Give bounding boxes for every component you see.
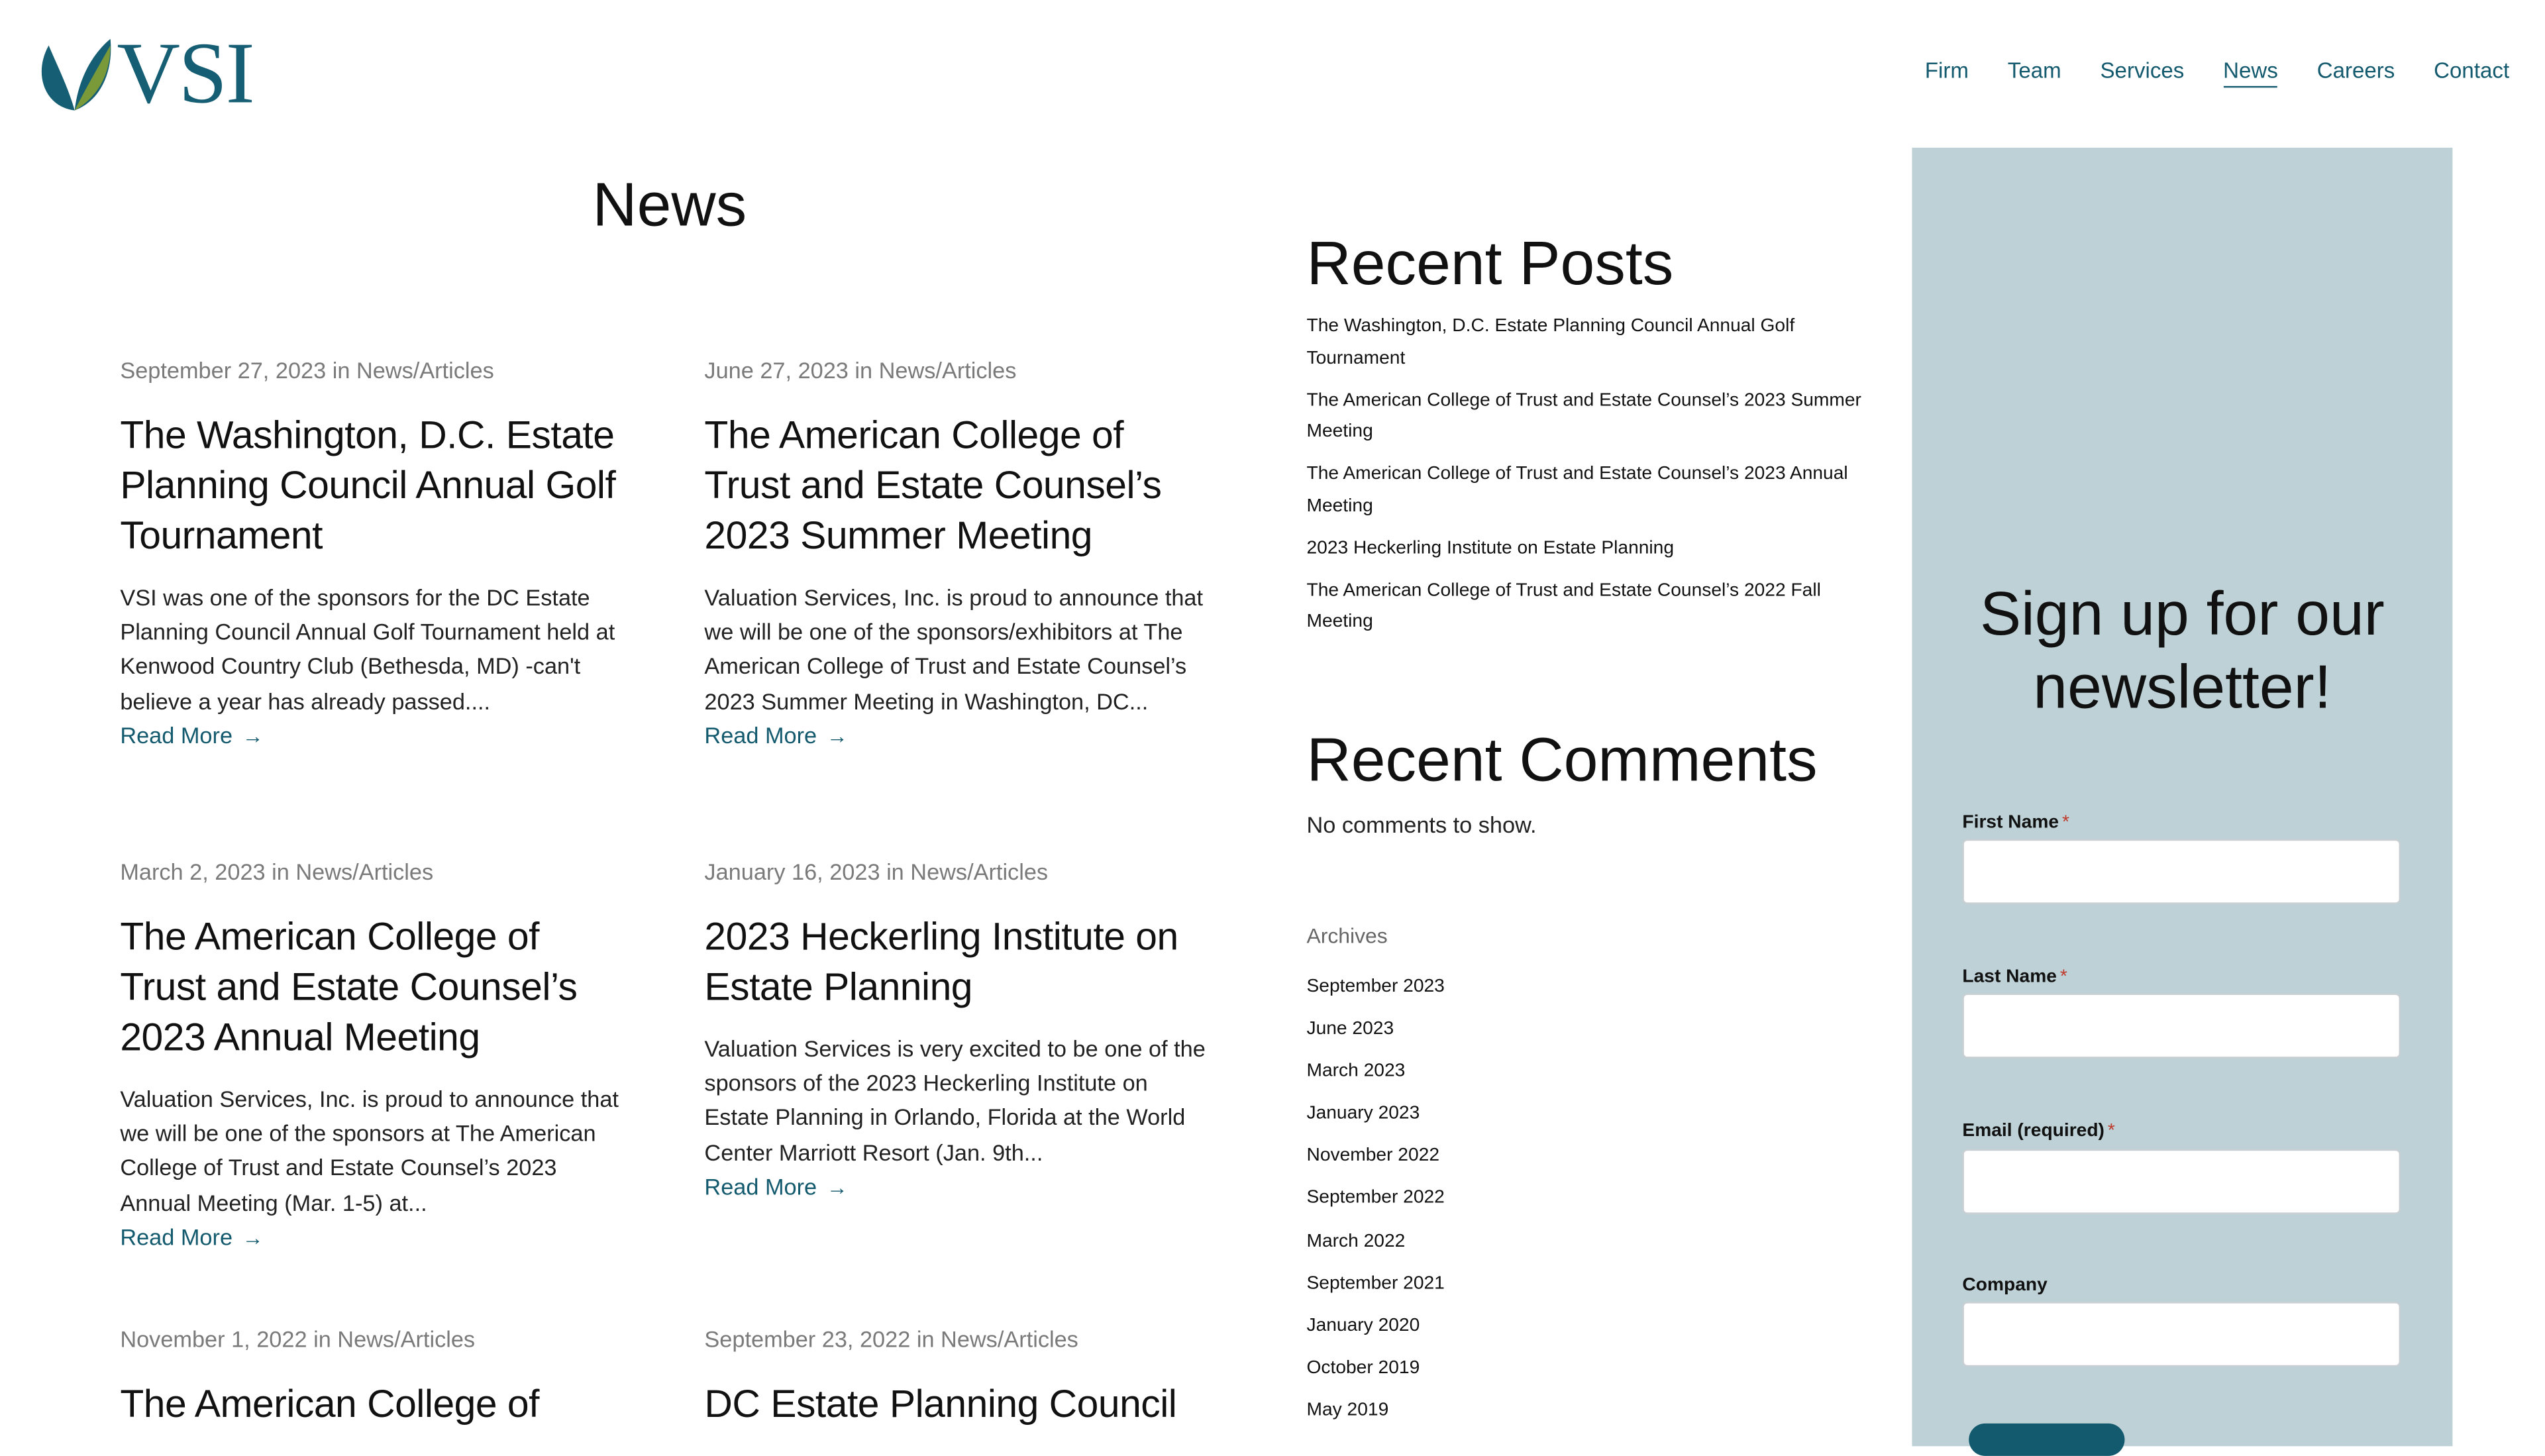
- no-comments-text: No comments to show.: [1306, 811, 1537, 838]
- email-label-text: Email (required): [1962, 1121, 2104, 1141]
- post-meta: January 16, 2023 in News/Articles: [704, 858, 1049, 885]
- news-post: [120, 857, 626, 1255]
- nav-item-firm[interactable]: Firm: [1924, 58, 1969, 83]
- archive-link[interactable]: March 2023: [1306, 1061, 1406, 1082]
- news-post: [704, 1324, 1210, 1449]
- news-post: [704, 857, 1210, 1204]
- subscribe-button[interactable]: [1969, 1424, 2124, 1456]
- recent-post-link[interactable]: The American College of Trust and Estate Counsel’s 2023 Annual Meeting: [1306, 464, 1848, 515]
- email-label: [1962, 1121, 2114, 1141]
- post-excerpt: Valuation Services, Inc. is proud to announce that we will be one of the sponsors/exhibitors at The American College of Trust and Estate Counsel’s 2023 Summer Meeting in Washington, DC...: [704, 584, 1204, 714]
- company-label: [1962, 1276, 2047, 1295]
- post-excerpt: Valuation Services, Inc. is proud to announce that we will be one of the sponsors at The American College of Trust and Estate Counsel’s 2023 Annual Meeting (Mar. 1-5) at...: [120, 1086, 619, 1216]
- archive-link[interactable]: January 2020: [1306, 1316, 1420, 1335]
- first-name-label-text: First Name: [1962, 813, 2059, 833]
- post-title[interactable]: The Washington, D.C. Estate Planning Council Annual Golf Tournament: [120, 413, 616, 558]
- post-meta: June 27, 2023 in News/Articles: [704, 357, 1017, 384]
- read-more-label: Read More: [120, 721, 233, 749]
- read-more-label: Read More: [120, 1223, 233, 1250]
- required-mark: *: [2059, 967, 2067, 987]
- post-excerpt: Valuation Services is very excited to be one of the sponsors of the 2023 Heckerling Institute on Estate Planning in Orlando, Florida at the World Center Marriott Resort (Jan. 9th...: [704, 1035, 1206, 1165]
- nav-item-contact[interactable]: Contact: [2434, 58, 2510, 83]
- required-mark: *: [2061, 813, 2069, 833]
- arrow-right-icon: →: [826, 723, 848, 749]
- recent-post-link[interactable]: 2023 Heckerling Institute on Estate Planning: [1306, 538, 1675, 558]
- last-name-label: [1962, 967, 2067, 986]
- archive-link[interactable]: June 2023: [1306, 1019, 1394, 1039]
- newsletter-title: Sign up for our newsletter!: [1980, 581, 2385, 723]
- nav-item-careers[interactable]: Careers: [2316, 58, 2395, 83]
- logo-text: VSI: [117, 24, 254, 122]
- arrow-right-icon: →: [242, 723, 264, 749]
- required-mark: *: [2107, 1121, 2115, 1141]
- post-meta: September 23, 2022 in News/Articles: [704, 1326, 1078, 1353]
- nav-item-team[interactable]: Team: [2007, 58, 2061, 83]
- read-more-link[interactable]: [120, 719, 263, 753]
- post-title[interactable]: The American College of Trust and Estate Counsel’s 2023 Annual Meeting: [120, 915, 578, 1061]
- site-logo[interactable]: [36, 24, 254, 122]
- archive-link[interactable]: January 2023: [1306, 1104, 1420, 1124]
- recent-posts-list: [1306, 311, 1866, 649]
- news-post: [704, 356, 1210, 753]
- archive-link[interactable]: November 2022: [1306, 1146, 1439, 1167]
- read-more-link[interactable]: [120, 1220, 263, 1254]
- post-title[interactable]: The American College of: [120, 1382, 540, 1427]
- archives-list: [1306, 974, 1444, 1439]
- recent-posts-heading: Recent Posts: [1306, 230, 1674, 299]
- news-post: [120, 1324, 626, 1449]
- archive-link[interactable]: September 2021: [1306, 1273, 1445, 1294]
- archives-heading: Archives: [1306, 923, 1388, 948]
- read-more-label: Read More: [704, 721, 817, 749]
- recent-post-link[interactable]: The Washington, D.C. Estate Planning Council Annual Golf Tournament: [1306, 316, 1795, 368]
- nav-item-services[interactable]: Services: [2100, 58, 2185, 83]
- arrow-right-icon: →: [242, 1225, 264, 1250]
- main-nav: [1886, 58, 2509, 87]
- read-more-link[interactable]: [704, 1170, 847, 1204]
- page-title: News: [592, 172, 747, 240]
- read-more-link[interactable]: [704, 719, 847, 753]
- recent-post-link[interactable]: The American College of Trust and Estate Counsel’s 2023 Summer Meeting: [1306, 390, 1861, 442]
- last-name-label-text: Last Name: [1962, 967, 2057, 987]
- post-meta: September 27, 2023 in News/Articles: [120, 357, 494, 384]
- post-title[interactable]: The American College of Trust and Estate Counsel’s 2023 Summer Meeting: [704, 413, 1162, 558]
- news-post: [120, 356, 626, 753]
- newsletter-panel: [1912, 148, 2452, 1446]
- post-excerpt: VSI was one of the sponsors for the DC Estate Planning Council Annual Golf Tournament held at Kenwood Country Club (Bethesda, MD) -can't believe a year has already passed....: [120, 584, 615, 714]
- archive-link[interactable]: October 2019: [1306, 1358, 1420, 1378]
- archive-link[interactable]: March 2022: [1306, 1231, 1406, 1251]
- arrow-right-icon: →: [826, 1174, 848, 1200]
- archive-link[interactable]: May 2019: [1306, 1400, 1389, 1420]
- nav-item-news[interactable]: News: [2223, 58, 2278, 87]
- post-meta: March 2, 2023 in News/Articles: [120, 858, 434, 885]
- post-meta: November 1, 2022 in News/Articles: [120, 1326, 476, 1353]
- archive-link[interactable]: September 2022: [1306, 1188, 1445, 1209]
- company-label-text: Company: [1962, 1275, 2048, 1296]
- post-title[interactable]: DC Estate Planning Council: [704, 1382, 1177, 1427]
- recent-comments-heading: Recent Comments: [1306, 727, 1818, 796]
- post-title[interactable]: 2023 Heckerling Institute on Estate Planning: [704, 915, 1178, 1010]
- first-name-label: [1962, 813, 2069, 833]
- email-field[interactable]: [1962, 1149, 2401, 1214]
- recent-post-link[interactable]: The American College of Trust and Estate Counsel’s 2022 Fall Meeting: [1306, 580, 1821, 632]
- read-more-label: Read More: [704, 1173, 817, 1200]
- first-name-field[interactable]: [1962, 839, 2401, 904]
- archive-link[interactable]: September 2023: [1306, 977, 1445, 997]
- vsi-leaf-icon: [36, 32, 114, 114]
- last-name-field[interactable]: [1962, 994, 2401, 1059]
- company-field[interactable]: [1962, 1302, 2401, 1367]
